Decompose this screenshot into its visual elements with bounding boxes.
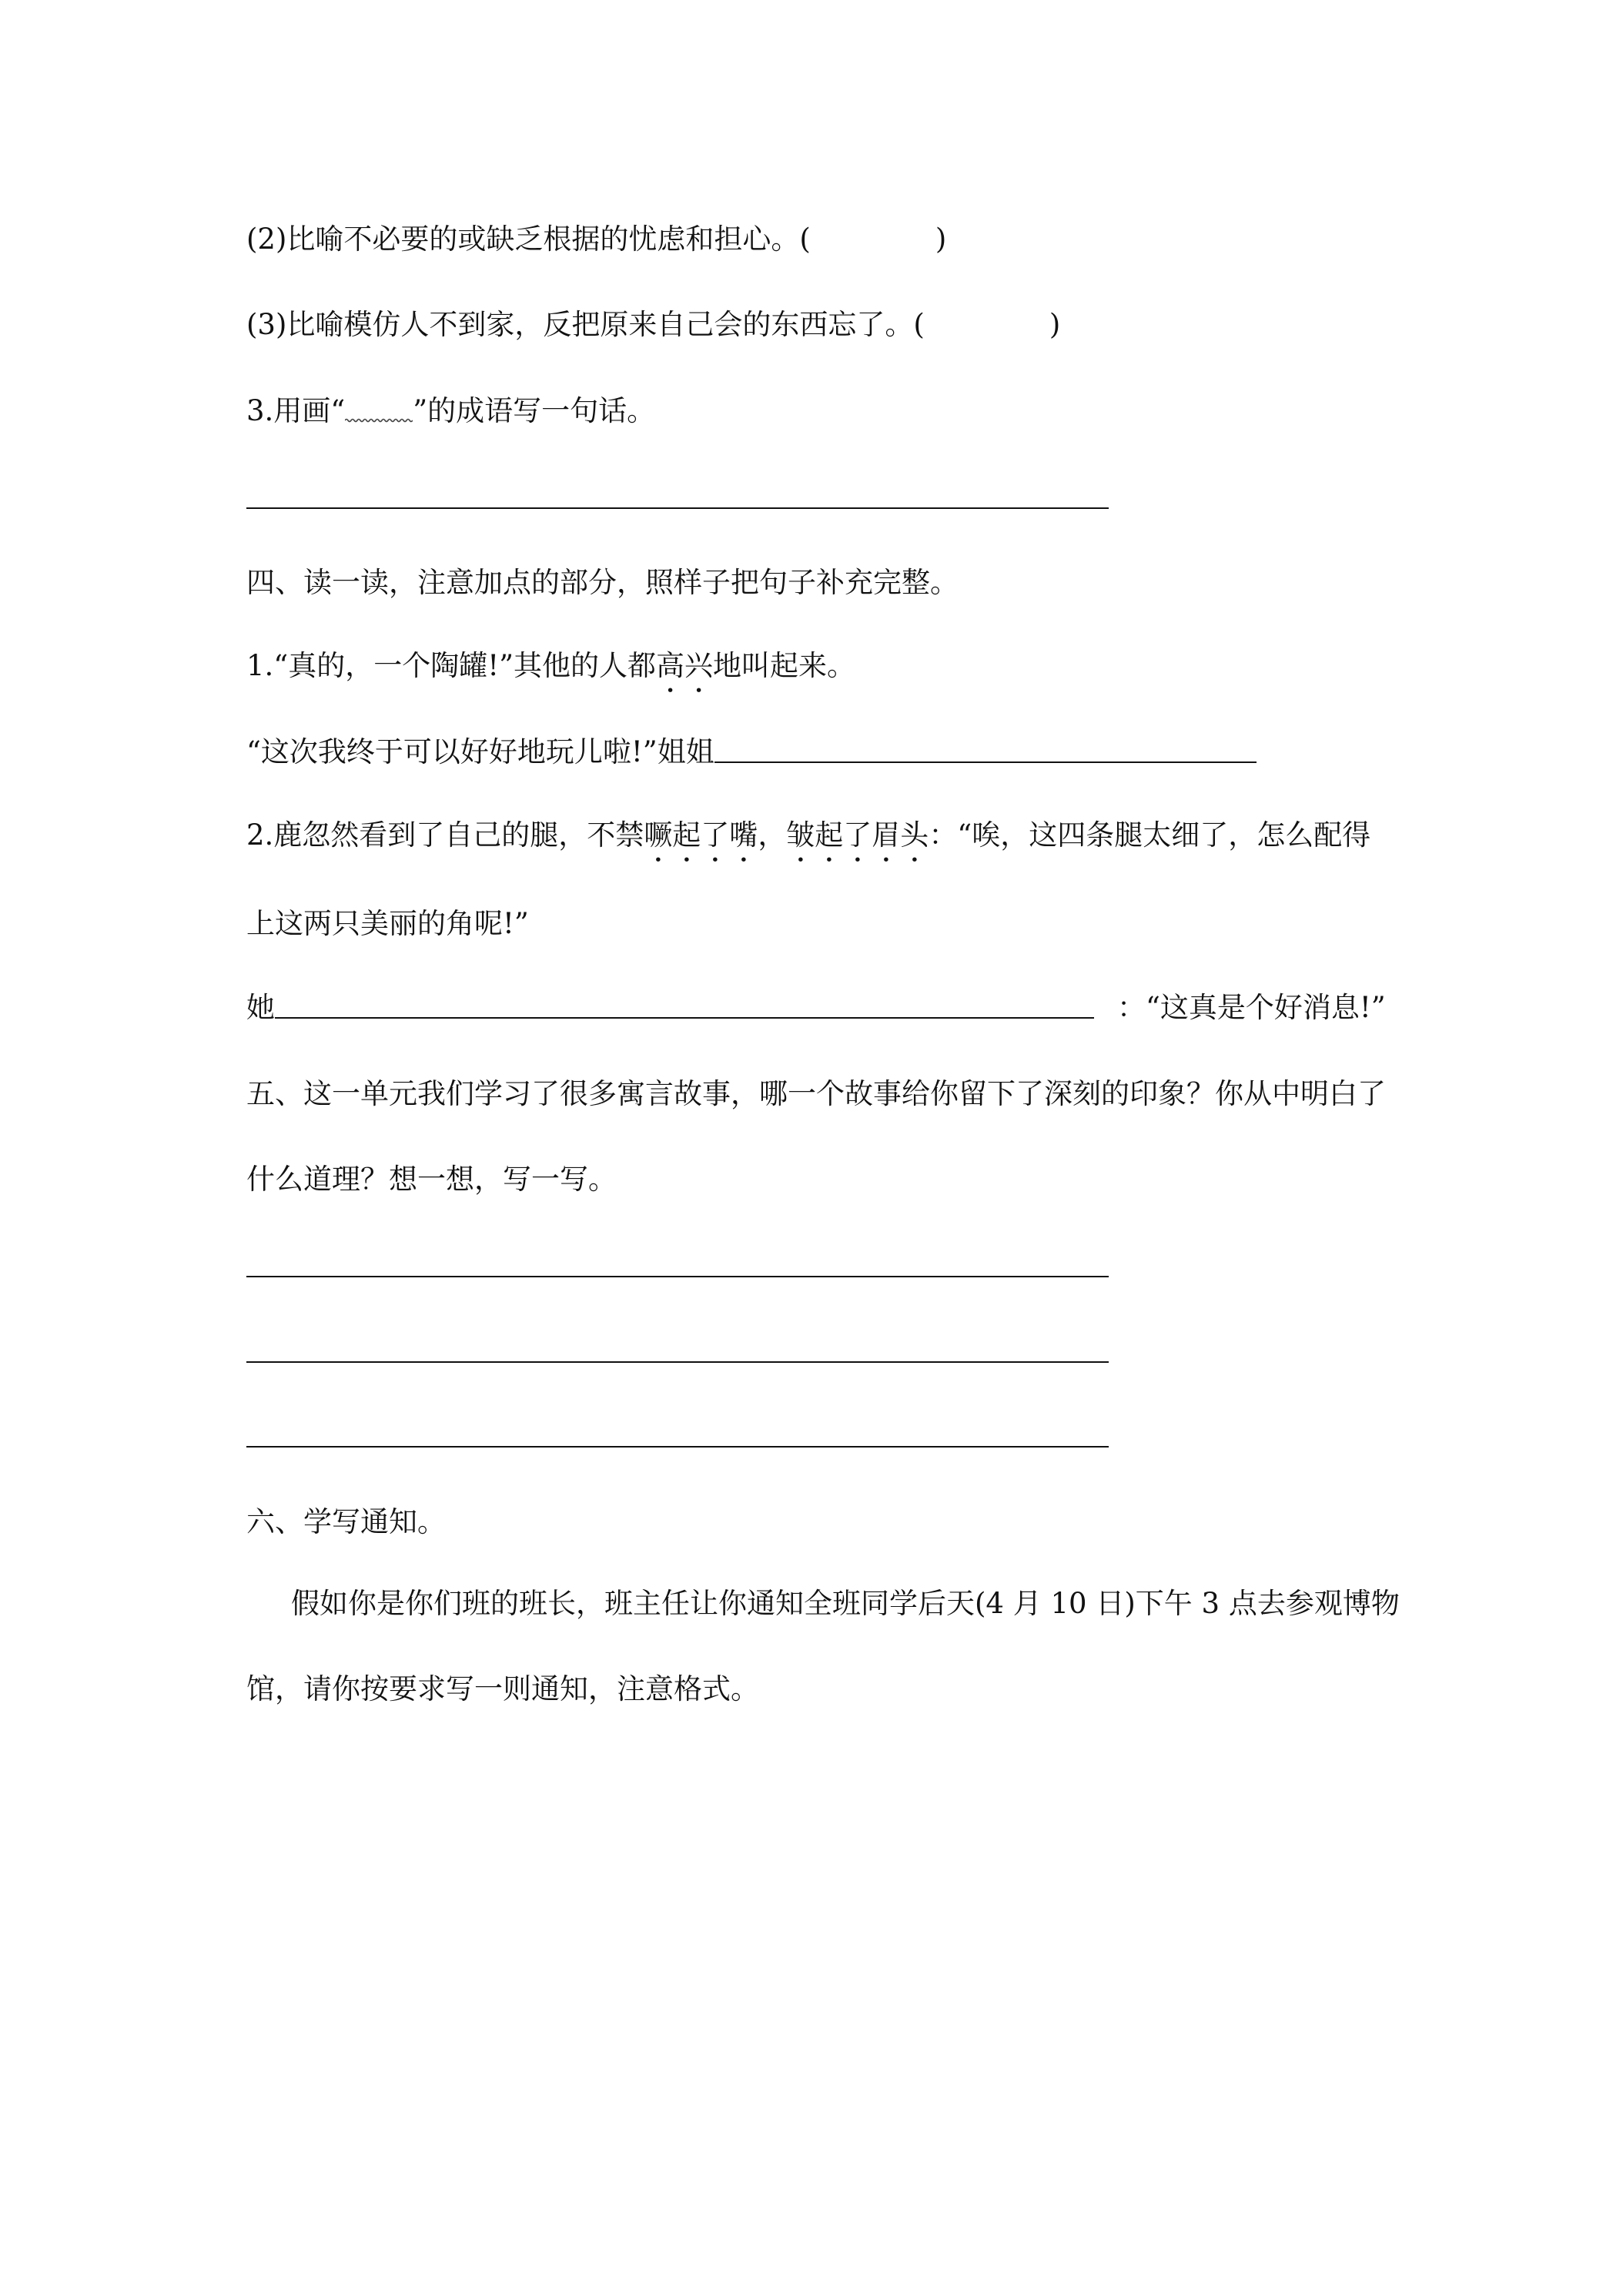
example-1-after: 地叫起来。 [713, 649, 856, 682]
question-2-line [246, 223, 947, 256]
answer-line [714, 738, 1257, 763]
answer-line [246, 1361, 1109, 1363]
question-3-text: (3)比喻模仿人不到家，反把原来自己会的东西忘了。 [246, 308, 914, 341]
item-3-line [246, 394, 656, 427]
example-2-sentence-cont: 上这两只美丽的角呢!” [246, 907, 529, 940]
answer-line [246, 507, 1109, 509]
section-6-paragraph: 假如你是你们班的班长，班主任让你通知全班同学后天(4 月 10 日)下午 3 点去参观博物 [291, 1587, 1400, 1620]
answer-paren-open: ( [799, 223, 811, 256]
answer-line [246, 1446, 1109, 1448]
example-1-prompt [246, 735, 1257, 768]
example-2-prompt-after: ：“这真是个好消息!” [1117, 991, 1386, 1024]
answer-paren-close: ) [935, 223, 947, 256]
answer-blank [811, 225, 935, 253]
example-2-after: ：“唉，这四条腿太细了，怎么配得 [929, 818, 1371, 852]
example-2-before: 2.鹿忽然看到了自己的腿，不禁 [246, 818, 644, 852]
example-2-prompt [246, 993, 1386, 1022]
answer-line [246, 1276, 1109, 1277]
section-5-heading: 五、这一单元我们学习了很多寓言故事，哪一个故事给你留下了深刻的印象？你从中明白了 [246, 1077, 1386, 1110]
example-1-sentence [246, 649, 856, 682]
example-2-mid: ， [758, 818, 787, 852]
example-1-before: 1.“真的，一个陶罐!”其他的人都 [246, 649, 657, 682]
example-2-prompt-before: 她 [246, 991, 275, 1024]
example-1-emphasis: 高兴 [656, 649, 714, 682]
answer-paren-close: ) [1049, 308, 1061, 341]
section-5-heading-cont: 什么道理？想一想，写一写。 [246, 1163, 617, 1196]
answer-blank [925, 310, 1049, 339]
section-6-heading: 六、学写通知。 [246, 1505, 446, 1538]
question-2-text: (2)比喻不必要的或缺乏根据的忧虑和担心。 [246, 223, 800, 256]
question-3-line [246, 310, 1060, 339]
section-4-heading: 四、读一读，注意加点的部分，照样子把句子补充完整。 [246, 566, 959, 599]
example-2-sentence [246, 818, 1371, 852]
section-6-paragraph-cont: 馆，请你按要求写一则通知，注意格式。 [246, 1672, 759, 1705]
wavy-underline-mark [345, 397, 413, 425]
answer-paren-open: ( [913, 308, 925, 341]
example-1-prompt-text: “这次我终于可以好好地玩儿啦!”姐姐 [246, 735, 714, 768]
example-2-emphasis-2: 皱起了眉头 [786, 818, 929, 852]
item-3-after: ”的成语写一句话。 [413, 394, 656, 427]
answer-line [275, 993, 1094, 1019]
example-2-emphasis-1: 噘起了嘴 [644, 818, 758, 852]
item-3-before: 3.用画“ [246, 394, 346, 427]
